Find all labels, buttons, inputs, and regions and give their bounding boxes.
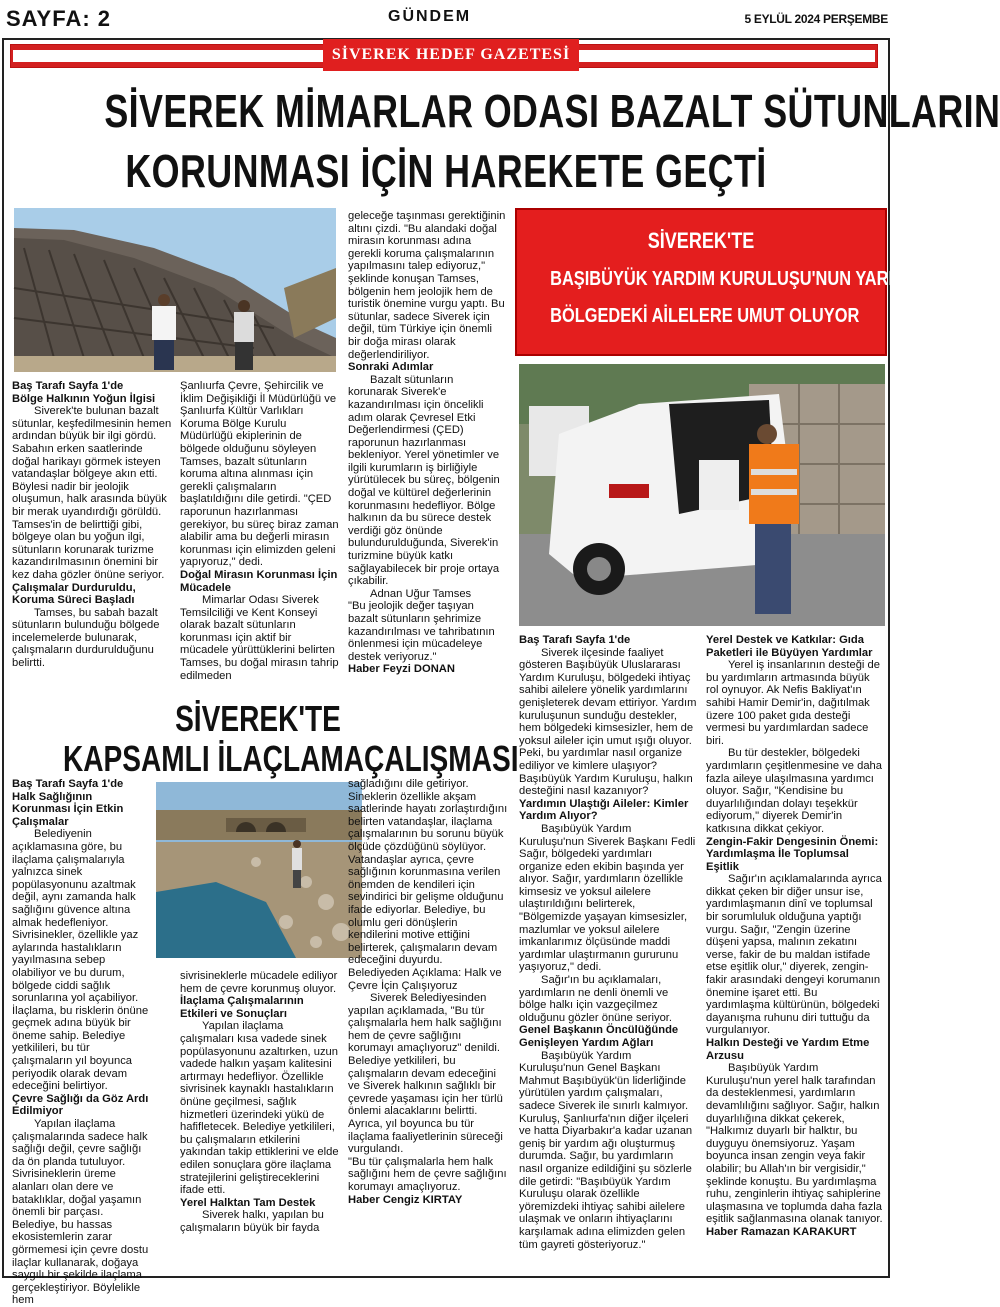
article2-subheading: İlaçlama Çalışmalarının Etkileri ve Sonuçları: [180, 995, 304, 1020]
article3-para: Sağır'ın açıklamalarında ayrıca dikkat çeken bir diğer unsur ise, yardımlaşmanın dinî ve toplumsal bir sorumluluk olduğuna yaptığı vurgu. Sağır, "Zengin üzerine düşeni yapsa, malının zekatını verse, fakir de bu maldan istifade etse eşitlik olur," diyerek, zengin-fakir arasındaki dengeyi korumanın önemine işaret etti. Bu yardımlaşma kültürünün, bölgedeki dayanışma ruhunu diri tuttuğu da vurgulanıyor.: [706, 873, 882, 1037]
pest-control-photo: [156, 782, 362, 958]
article2-quote: "Bu tür çalışmalarla hem halk sağlığını hem de çevre sağlığını korumayı amaçlıyoruz.: [348, 1155, 507, 1193]
issue-date: 5 EYLÜL 2024 PERŞEMBE: [744, 12, 888, 26]
article2-subheading: Yerel Halktan Tam Destek: [180, 1196, 316, 1209]
article3-subheading: Yerel Destek ve Katkılar: Gıda Paketleri ile Büyüyen Yardımlar: [706, 634, 873, 659]
article3-column1: [519, 634, 697, 1251]
article1-headline-line1: SİVEREK MİMARLAR ODASI BAZALT SÜTUNLARIN: [104, 85, 1000, 137]
article1-para: Siverek'te bulunan bazalt sütunlar, keşfedilmesinin hemen ardından büyük bir ilgi gördü. Sabahın erken saatlerinde doğal harikayı görmek isteyen vatandaşlar bölgeye akın etti. Böylesi nadir bir jeolojik oluşumun, halk arasında büyük bir merak uyandırdığı görüldü. Tamses'in de belirttiği gibi, bölgeye olan bu yoğun ilgi, sütunların korunarak turizme kazandırılmasının önemini bir kez daha gözler önüne seriyor.: [12, 405, 172, 581]
article1-column2: [180, 380, 340, 682]
article3-column2: [706, 634, 884, 1239]
article1-subheading: Sonraki Adımlar: [348, 361, 434, 374]
article3-para: Siverek ilçesinde faaliyet gösteren Başıbüyük Uluslararası Yardım Kuruluşu, bölgedeki ihtiyaç sahibi ailelere yönelik yardımlarını genişleterek devam ettiriyor. Yardım kuruluşunun sunduğu destekler, hem bölgedeki kimsesizler, hem de yoksul aileler için umut ışığı oluyor. Peki, bu yardımlar nasıl organize ediliyor ve kimlere ulaşıyor? Başıbüyük Yardım Kuruluşu, halkın desteğini nasıl kazanıyor?: [519, 646, 697, 798]
masthead-banner: [10, 44, 878, 68]
article2-para: Yapılan ilaçlama çalışmaları kısa vadede sinek popülasyonunu azaltırken, uzun vadede halkın yaşam kalitesini artırmayı hedefliyor. Özellikle sivrisinek kaynaklı hastalıkların önüne geçilmesi, sağlık hizmetleri üzerindeki yükü de hafifletecek. Belediye yetkilileri, bu çalışmaların etkilerini yakından takip ettiklerini ve elde edilen sonuçlara göre ilaçlama stratejilerini geliştireceklerini ifade etti.: [180, 1020, 339, 1197]
article3-headline-box: [515, 208, 957, 356]
article1-column1: [12, 380, 172, 670]
article3-byline: Haber Ramazan KARAKURT: [706, 1225, 857, 1238]
article2-subheading: Belediyeden Açıklama: Halk ve Çevre İçin Çalışıyoruz: [348, 966, 502, 992]
article2-para: Belediyenin açıklamasına göre, bu ilaçlama çalışmalarıyla yalnızca sinek popülasyonunu azaltmak değil, aynı zamanda halk sağlığını güvence altına almak hedefleniyor. Sivrisinekler, özellikle yaz aylarında hastalıkların yayılmasına sebep olabiliyor ve bu durum, bölgede ciddi sağlık sorunlarına yol açabiliyor. İlaçlama, bu risklerin önüne geçmek adına büyük bir öneme sahip. Belediye yetkilileri, bu tür çalışmaların yıl boyunca periyodik olarak devam edeceğini belirtiyor.: [12, 828, 149, 1093]
article3-subheading: Halkın Desteği ve Yardım Etme Arzusu: [706, 1037, 870, 1062]
article3-headline-line3: BÖLGEDEKİ AİLELERE UMUT OLUYOR: [550, 305, 860, 327]
article1-headline-line2: KORUNMASI İÇİN HAREKETE GEÇTİ: [125, 145, 767, 197]
aid-delivery-photo: [519, 364, 885, 626]
section-title: GÜNDEM: [388, 8, 472, 25]
article3-para: Baş Tarafı Sayfa 1'de: [519, 634, 631, 646]
article1-para: Mimarlar Odası Siverek Temsilciliği ve Kent Konseyi olarak bazalt sütunların korunması için aktif bir mücadele yürüttüklerini belirten Tamses, bu doğal mirasın tahrip edilmeden: [180, 594, 339, 682]
article2-subheading: Halk Sağlığının Korunması İçin Etkin Çalışmalar: [12, 790, 124, 828]
article1-quote-author: Adnan Uğur Tamses: [370, 587, 472, 600]
article1-byline: Haber Feyzi DONAN: [348, 663, 455, 676]
article3-para: Başıbüyük Yardım Kuruluşu'nun yerel halk tarafından da desteklenmesi, yardımların devamlılığını sağlıyor. Sağır, halkın duyarlılığına dikkat çekerek, "Halkımız duyarlı bir halktır, bu duyguyu önemsiyoruz. Yaşam boyunca insan zengin veya fakir olabilir; bu Allah'ın bir vergisidir," şeklinde konuştu. Bu yardımlaşma ruhu, zenginlerin ihtiyaç sahiplerine ulaşmasına ve toplumda daha fazla eşitlik sağlanmasına olanak tanıyor.: [706, 1062, 883, 1226]
article3-para: Sağır'ın bu açıklamaları, yardımların ne denli önemli ve bölge halkı için vazgeçilmez olduğunu gözler önüne seriyor.: [519, 974, 673, 1024]
article1-subheading: Doğal Mirasın Korunması İçin Mücadele: [180, 568, 338, 594]
article3-para: Bu tür destekler, bölgedeki yardımların çeşitlenmesine ve daha fazla aileye ulaşılmasına yardımcı oluyor. Sağır, "Kendisine bu duyarlılığından dolayı teşekkür ediyorum," diyerek Demir'in katkısına dikkat çekiyor.: [706, 747, 882, 835]
article1-quote: "Bu jeolojik değer taşıyan bazalt sütunların şehrimize kazandırılması ve tahribatının önlenmesi için mücadeleye destek veriyoruz.": [348, 600, 495, 663]
article3-subheading: Zengin-Fakir Dengesinin Önemi: Yardımlaşma İle Toplumsal Eşitlik: [706, 835, 879, 873]
article2-column3: [348, 778, 508, 1206]
article2-subheading: Çevre Sağlığı da Göz Ardı Edilmiyor: [12, 1092, 149, 1118]
article1-para: geleceğe taşınması gerektiğinin altını çizdi. "Bu alandaki doğal mirasın korunması adına gerekli koruma çalışmalarının yapılmasını talep ediyoruz," şeklinde konuşan Tamses, bölgenin hem jeolojik hem de turistik önemine vurgu yaptı. Bu sütunlar, sadece Siverek için değil, tüm Türkiye için önemli bir doğa mirası olarak değerlendiriliyor.: [348, 210, 506, 361]
article2-byline: Haber Cengiz KIRTAY: [348, 1193, 463, 1206]
article1-para: Şanlıurfa Çevre, Şehircilik ve İklim Değişikliği İl Müdürlüğü ve Şanlıurfa Kültür Varlıkları Koruma Bölge Kurulu Müdürlüğü ekiplerinin de bölgede olduğunu söyleyen Tamses, bazalt sütunların koruma altına alınması için gerekli çalışmaların başlatıldığını dile getirdi. "ÇED raporunun hazırlanması gerekiyor, bu süreç biraz zaman alabilir ama bu değerli mirasın korunması için elimizden geleni yapıyoruz," dedi.: [180, 380, 339, 569]
basalt-columns-photo: [14, 208, 336, 372]
article2-headline-line1: SİVEREK'TE: [175, 698, 341, 739]
article2-para: sağladığını dile getiriyor. Sineklerin özellikle akşam saatlerinde hayatı zorlaştırdığını belirten vatandaşlar, ilaçlama çalışmalarının bu sorunu büyük ölçüde çözdüğünü söylüyor. Vatandaşlar ayrıca, çevre sağlığının korunmasına verilen önemden de kendileri için sevindirici bir gelişme olduğunu ifade ediyorlar. Belediye, bu olumlu geri dönüşlerin kendilerini motive ettiğini belirterek, çalışmaların devam edeceğini duyurdu.: [348, 778, 508, 967]
article1-column3: [348, 210, 506, 676]
article3-headline-line1: SİVEREK'TE: [647, 228, 755, 253]
page-number: SAYFA: 2: [6, 6, 112, 31]
article2-column2: [180, 970, 340, 1234]
article1-para: Tamses, bu sabah bazalt sütunların bulunduğu bölgede incelemelerde bulunarak, çalışmaların durdurulduğunu belirtti.: [12, 606, 160, 670]
article2-para: Baş Tarafı Sayfa 1'de: [12, 778, 124, 790]
article1-subheading: Çalışmalar Durduruldu, Koruma Süreci Başladı: [12, 581, 136, 607]
newspaper-name: SİVEREK HEDEF GAZETESİ: [323, 39, 579, 71]
article2-para: Siverek halkı, yapılan bu çalışmaların büyük bir fayda: [180, 1209, 324, 1234]
article1-para: Baş Tarafı Sayfa 1'de: [12, 380, 124, 392]
article3-para: Başıbüyük Yardım Kuruluşu'nun Genel Başkanı Mahmut Başıbüyük'ün liderliğinde yürütülen yardım çalışmaları, sadece Siverek ile sınırlı kalmıyor. Kuruluş, Şanlıurfa'nın diğer ilçeleri ve hatta Diyarbakır'a kadar uzanan geniş bir yardım ağı oluşturmuş durumda. Sağır, bu yardımların nasıl organize edildiğini şu sözlerle dile getirdi: "Başıbüyük Yardım Kuruluşu olarak özellikle yöremizdeki ihtiyaç sahibi ailelere ulaşmak ve onların ihtiyaçlarını karşılamak adına elimizden gelen tüm gayreti gösteriyoruz.": [519, 1049, 693, 1251]
article3-headline-line2: BAŞIBÜYÜK YARDIM KURULUŞU'NUN YARDIMLARI: [550, 268, 957, 290]
article2-para: Siverek Belediyesinden yapılan açıklamada, "Bu tür çalışmalarla hem halk sağlığını hem de çevre sağlığını korumayı amaçlıyoruz" denildi. Belediye yetkilileri, bu çalışmaların devam edeceğini ve Siverek halkının sağlıklı bir çevrede yaşaması için her türlü önlemi alacaklarını belirtti. Ayrıca, yıl boyunca bu tür ilaçlama faaliyetlerinin süreceği vurgulandı.: [348, 992, 503, 1156]
article1-subheading: Bölge Halkının Yoğun İlgisi: [12, 392, 156, 405]
article2-column1: [12, 778, 152, 1307]
article2-headline-line2: KAPSAMLI İLAÇLAMAÇALIŞMASI: [63, 738, 519, 779]
article2-para: Yapılan ilaçlama çalışmalarında sadece halk sağlığı değil, çevre sağlığı da ön planda tutuluyor. Sivrisineklerin üreme alanları olan dere ve bataklıklar, doğal yaşamın önemli bir parçası. Belediye, bu hassas ekosistemlerin zarar görmemesi için çevre dostu ilaçlar kullanarak, doğaya saygılı bir şekilde ilaçlama gerçekleştiriyor. Böylelikle hem: [12, 1118, 149, 1307]
article3-subheading: Yardımın Ulaştığı Aileler: Kimler Yardım Alıyor?: [519, 797, 689, 823]
article3-para: Başıbüyük Yardım Kuruluşu'nun Siverek Başkanı Fedli Sağır, bölgedeki yardımları organize eden ekibin başında yer alıyor. Sağır, yardımların özellikle kimsesiz ve yoksul ailelere ulaştırıldığını belirterek, "Bölgemizde yaşayan kimsesizler, mazlumlar ve yoksul ailelere imkanlarımız ölçüsünde maddi yardımlar ulaştırmanın gururunu yaşıyoruz," dedi.: [519, 822, 696, 974]
article1-para: Bazalt sütunların korunarak Siverek'e kazandırılması için öncelikli adım olarak Çevresel Etki Değerlendirmesi (ÇED) raporunun hazırlanması bekleniyor. Yerel yönetimler ve ilgili kurumların iş birliğiyle yürütülecek bu süreç, bölgenin doğal ve kültürel değerlerinin korunmasını hedefliyor. Bölge halkının da bu sürece destek verdiği göz önünde bulundurulduğunda, Siverek'in turizmine büyük katkı sağlayabilecek bir proje ortaya çıkabilir.: [348, 373, 500, 588]
article3-subheading: Genel Başkanın Öncülüğünde Genişleyen Yardım Ağları: [519, 1024, 679, 1049]
article3-para: Yerel iş insanlarının desteği de bu yardımların artmasında büyük rol oynuyor. Ak Nefis Bakliyat'ın sahibi Hamir Demir'in, dağıtılmak üzere 100 paket gıda desteği vermesi bu yardımlardan sadece biri.: [706, 659, 880, 747]
article2-para: sivrisineklerle mücadele ediliyor hem de çevre korunmuş oluyor.: [180, 970, 338, 995]
